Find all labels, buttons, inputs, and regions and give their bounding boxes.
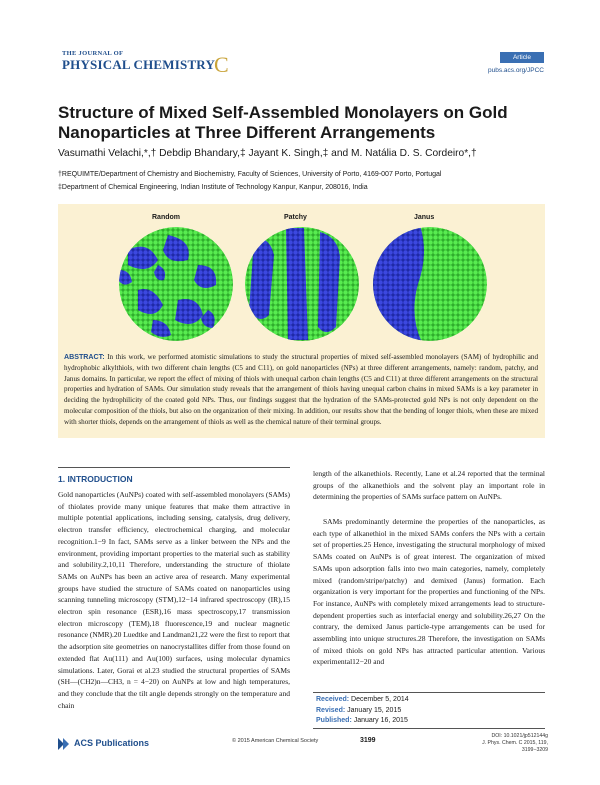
affiliation-1: †REQUIMTE/Department of Chemistry and Biochemistry, Faculty of Sciences, University of Porto, 4169-007 Porto, Portugal — [58, 171, 442, 178]
publication-dates — [316, 695, 409, 727]
journal-website-link[interactable]: pubs.acs.org/JPCC — [488, 67, 544, 74]
right-column-paragraph-1: length of the alkanethiols. Recently, Lane et al.24 reported that the terminal groups of the alkanethiols and the solvent play an important role in determining the properties of SAMs surface pattern on AuNPs. — [313, 469, 545, 502]
publisher-logo: ACS Publications — [74, 738, 150, 748]
abstract-text: In this work, we performed atomistic simulations to study the structural properties of mixed self-assembled monolayers (SAM) of hydrophilic and hydrophobic alkylthiols, with two different chain lengths (C5 and C11), on gold nanoparticles (NPs) at three different arrangements, namely: random, patchy, and Janus domains. In particular, we report the effect of mixing of thiols with unequal carbon chain lengths (C5 and C11) at three different arrangements on the structural properties and hydration of SAMs. Our simulation study reveals that the arrangement of thiols having unequal carbon chains in mixed SAMs is a key parameter in deciding the hydrophilicity of the coated gold NPs. Thus, our findings suggest that the hydration of the SAMs-protected gold NPs is not only dependent on the molecular composition of the thiols, but also on the organization of their mixing. In addition, our results show that the bending of longer thiols, when these are mixed with shorter thiols, depends on the arrangement of thiols as well as the chemical nature of their terminal groups. — [64, 353, 538, 426]
page-title: Structure of Mixed Self-Assembled Monolayers on Gold Nanoparticles at Three Different Arrangements — [58, 103, 508, 142]
toc-label-random: Random — [152, 214, 180, 221]
section-heading: 1. INTRODUCTION — [58, 474, 133, 484]
abstract — [64, 352, 538, 428]
date-published: Published: January 16, 2015 — [316, 717, 408, 724]
acs-logo-icon — [58, 738, 72, 750]
right-column-paragraph-2: SAMs predominantly determine the properties of the nanoparticles, as each type of alkanethiol in the mixed SAMs confers the NPs with a certain set of properties.25 Hence, investigating the structural morphology of mixed SAMs coated on AuNPs is of great interest. The organization of mixed SAMs upon adsorption falls into two main categories, namely, completely mixed (random/stripe/patchy) and demixed (Janus) formation. Each organization is very important for the properties and functioning of the NPs. For instance, AuNPs with completely mixed arrangements lead to structure-dependent properties such as interfacial energy and solubility.26,27 On the contrary, the demixed Janus particle-type arrangements can be used for assembling into unique structures.28 Therefore, the investigation on SAMs of mixed thiols on gold NPs has attracted particular attention. Various experimental12−20 and — [313, 517, 545, 667]
toc-label-janus: Janus — [414, 214, 435, 221]
date-revised: Revised: January 15, 2015 — [316, 706, 402, 714]
toc-graphic — [58, 220, 545, 350]
patchy-nanoparticle — [245, 227, 359, 341]
date-received: Received: December 5, 2014 — [316, 696, 409, 703]
affiliation-2: ‡Department of Chemical Engineering, Indian Institute of Technology Kanpur, Kanpur, 208016, India — [58, 184, 368, 191]
section-rule — [58, 467, 290, 468]
abstract-label: ABSTRACT: — [64, 353, 105, 361]
random-nanoparticle — [118, 227, 233, 341]
citation: J. Phys. Chem. C 2015, 119, 3199−3209 — [482, 740, 548, 753]
journal-logo-letter: C — [214, 52, 229, 77]
copyright: © 2015 American Chemical Society — [232, 738, 319, 744]
toc-label-patchy: Patchy — [284, 214, 307, 221]
left-column-text: Gold nanoparticles (AuNPs) coated with self-assembled monolayers (SAMs) of thiolates provide many unique features that make them attractive in multiple potential applications, including sensing, catalysis, drug delivery, electron transfer efficiency, electrochemical charging, and molecular recognition.1−9 In fact, SAMs serve as a linker between the NPs and the environment, providing important properties to the material such as stability and solubility.2,10,11 Therefore, understanding the structure of thiolate SAMs on AuNPs has been an active area of research. Many experimental groups have studied the structure of SAMs coated on nanoparticles using scanning tunneling microscopy (STM),12−14 infrared spectroscopy (IR),15 electron spin resonance (ESR),16 mass spectroscopy,17 transmission electron microscopy (TEM),18 fluorescence,19 and nuclear magnetic resonance (NMR).20 Luedtke and Landman21,22 were the first to report that the adsorption site geometries on nanocrystallites differ from those found on extended flat Au(111) and Au(100) surfaces, using molecular dynamics simulations. Later, Gorai et al.23 studied the structural properties of SAMs (SH—(CH2)n—CH3, n = 4−20) on AuNPs at low and high temperatures, and they conclude that the tilt angle depends strongly on the temperature and chain — [58, 490, 290, 710]
author-list: Vasumathi Velachi,*,† Debdip Bhandary,‡ Jayant K. Singh,‡ and M. Natália D. S. Cordeiro*,† — [58, 148, 477, 159]
journal-name-line2: PHYSICAL CHEMISTRY — [62, 57, 216, 72]
journal-name-line1: THE JOURNAL OF — [62, 50, 124, 57]
dates-rule-top — [313, 692, 545, 693]
dates-rule-bottom — [313, 728, 545, 729]
page-number: 3199 — [360, 737, 376, 744]
doi-citation — [480, 733, 548, 754]
article-type-badge: Article — [500, 52, 544, 63]
janus-nanoparticle — [373, 220, 487, 350]
doi[interactable]: DOI: 10.1021/jp512144g — [491, 733, 548, 739]
